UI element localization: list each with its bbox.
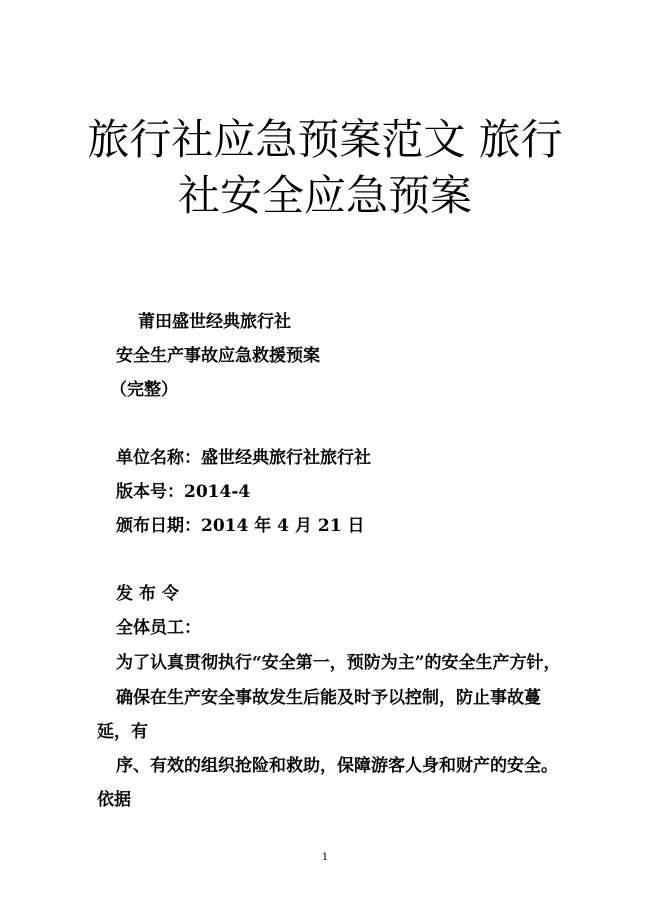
unit-name-line: [116, 446, 371, 470]
issue-date-month-unit: 月: [294, 516, 312, 536]
body-line-3: 延，有: [97, 722, 148, 742]
unit-name-label: 单位名称：: [116, 448, 201, 468]
issue-date-line: [116, 514, 364, 538]
salutation: 全体员工：: [116, 618, 201, 638]
body-line-1: 为了认真贯彻执行“安全第一，预防为主”的安全生产方针，: [116, 653, 561, 673]
body-line-2: 确保在生产安全事故发生后能及时予以控制，防止事故蔓: [116, 688, 541, 708]
page-number: 1: [321, 852, 329, 863]
version-line: [116, 480, 250, 504]
body-line-5: 依据: [97, 790, 131, 810]
issue-date-label: 颁布日期：: [116, 516, 201, 536]
version-value: 2014-4: [184, 482, 251, 502]
decree-heading: 发 布 令: [116, 584, 179, 604]
complete-note: （完整）: [110, 380, 178, 400]
document-title-line-2: 社安全应急预案: [177, 171, 472, 220]
issue-date-year: 2014: [201, 516, 249, 536]
document-title-line-1: 旅行社应急预案范文 旅行: [87, 115, 563, 164]
issue-date-month: 4: [277, 516, 290, 536]
issue-date-year-unit: 年: [254, 516, 272, 536]
body-line-4: 序、有效的组织抢险和救助，保障游客人身和财产的安全。: [116, 756, 558, 776]
unit-name-value: 盛世经典旅行社旅行社: [201, 448, 371, 468]
issue-date-day-unit: 日: [347, 516, 365, 536]
issue-date-day: 21: [317, 516, 342, 536]
company-name: 莆田盛世经典旅行社: [138, 312, 291, 332]
version-label: 版本号：: [116, 482, 184, 502]
plan-name: 安全生产事故应急救援预案: [116, 346, 320, 366]
